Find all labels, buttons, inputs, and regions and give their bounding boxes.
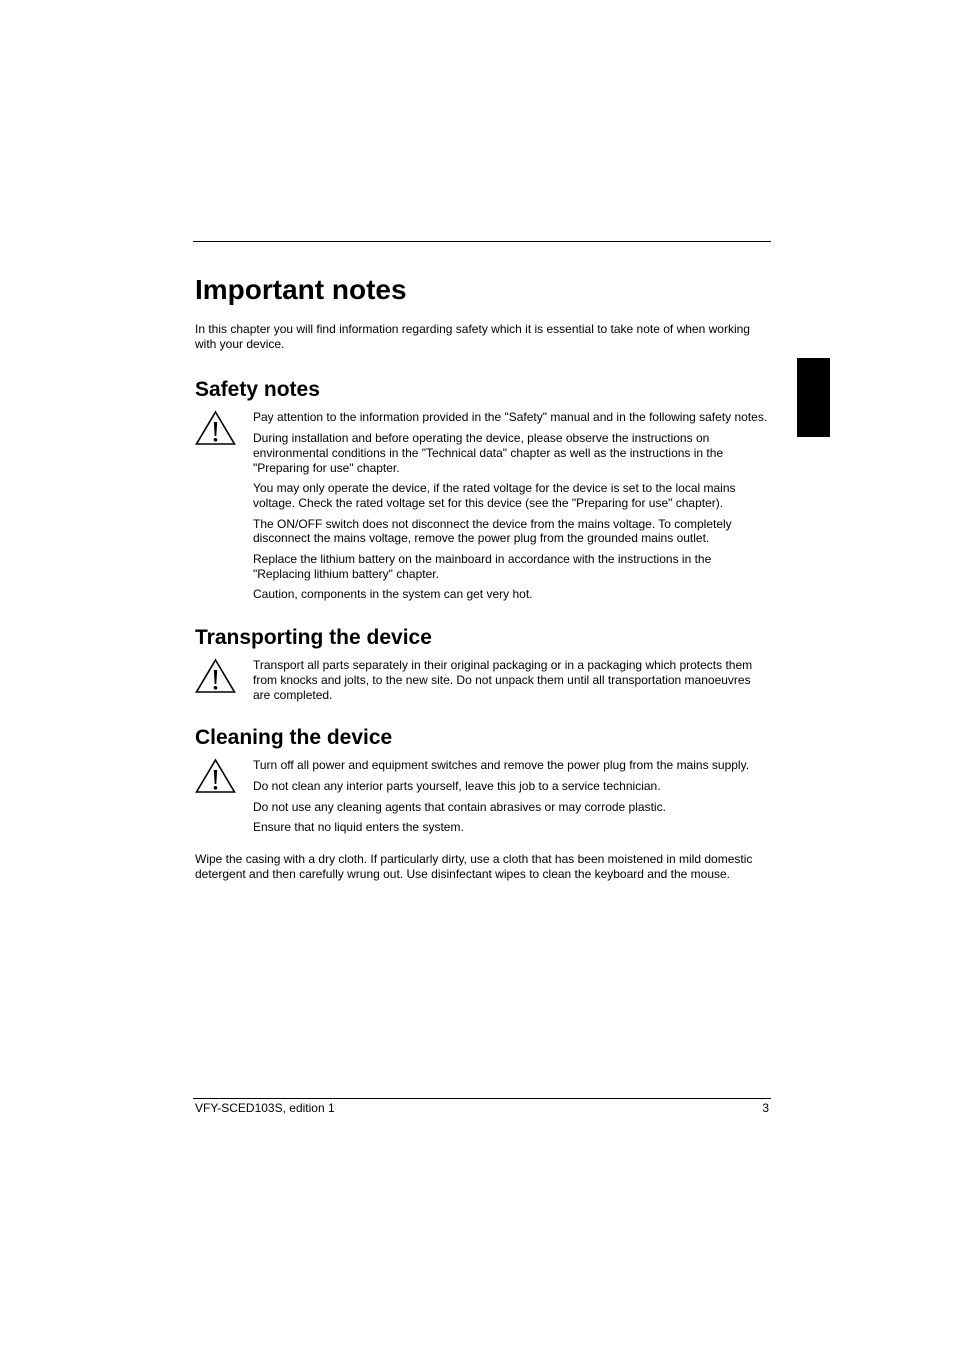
warning-triangle-icon: [195, 410, 236, 446]
cleaning-block: [195, 758, 769, 835]
safety-note: Replace the lithium battery on the mainboard in accordance with the instructions in the "Replacing lithium battery" chapter.: [253, 552, 712, 581]
intro-paragraph: In this chapter you will find information regarding safety which it is essential to take note of when working with your device.: [195, 322, 750, 351]
transporting-block: [195, 658, 769, 702]
cleaning-note: Ensure that no liquid enters the system.: [253, 820, 464, 835]
footer-page-number: 3: [762, 1101, 769, 1115]
cleaning-note: Do not clean any interior parts yourself, leave this job to a service technician.: [253, 778, 661, 793]
cleaning-note: Do not use any cleaning agents that contain abrasives or may corrode plastic.: [253, 799, 666, 814]
safety-notes-block: [195, 410, 769, 602]
page-title: Important notes: [195, 274, 407, 305]
cleaning-heading: Cleaning the device: [195, 726, 393, 750]
safety-note: During installation and before operating the device, please observe the instructions on environmental conditions in the "Technical data" chapter as well as the instructions in the "Preparing for use" chapter.: [253, 431, 724, 475]
transport-note: Transport all parts separately in their original packaging or in a packaging which protects them from knocks and jolts, to the new site. Do not unpack them until all transportation manoeuvres are completed.: [253, 658, 753, 702]
transporting-heading: Transporting the device: [195, 626, 432, 650]
warning-triangle-icon: [195, 658, 236, 694]
header-rule: [193, 241, 771, 242]
safety-note: Caution, components in the system can get very hot.: [253, 587, 533, 602]
safety-note: Pay attention to the information provided in the "Safety" manual and in the following safety notes.: [253, 410, 768, 425]
warning-triangle-icon: [195, 758, 236, 794]
cleaning-instructions: Wipe the casing with a dry cloth. If particularly dirty, use a cloth that has been moistened in mild domestic detergent and then carefully wrung out. Use disinfectant wipes to clean the keyboard and the mouse.: [195, 852, 753, 881]
safety-note: The ON/OFF switch does not disconnect the device from the mains voltage. To completely disconnect the mains voltage, remove the power plug from the grounded mains outlet.: [253, 516, 732, 546]
chapter-thumb-tab: [797, 358, 830, 437]
safety-notes-heading: Safety notes: [195, 378, 320, 402]
cleaning-note: Turn off all power and equipment switches and remove the power plug from the mains supply.: [253, 758, 750, 773]
safety-note: You may only operate the device, if the rated voltage for the device is set to the local mains voltage. Check the rated voltage set for this device (see the "Preparing for use" chapter).: [253, 481, 736, 510]
footer-rule: [193, 1098, 771, 1099]
footer-document-id: VFY-SCED103S, edition 1: [195, 1101, 335, 1115]
page-content: [195, 270, 769, 881]
